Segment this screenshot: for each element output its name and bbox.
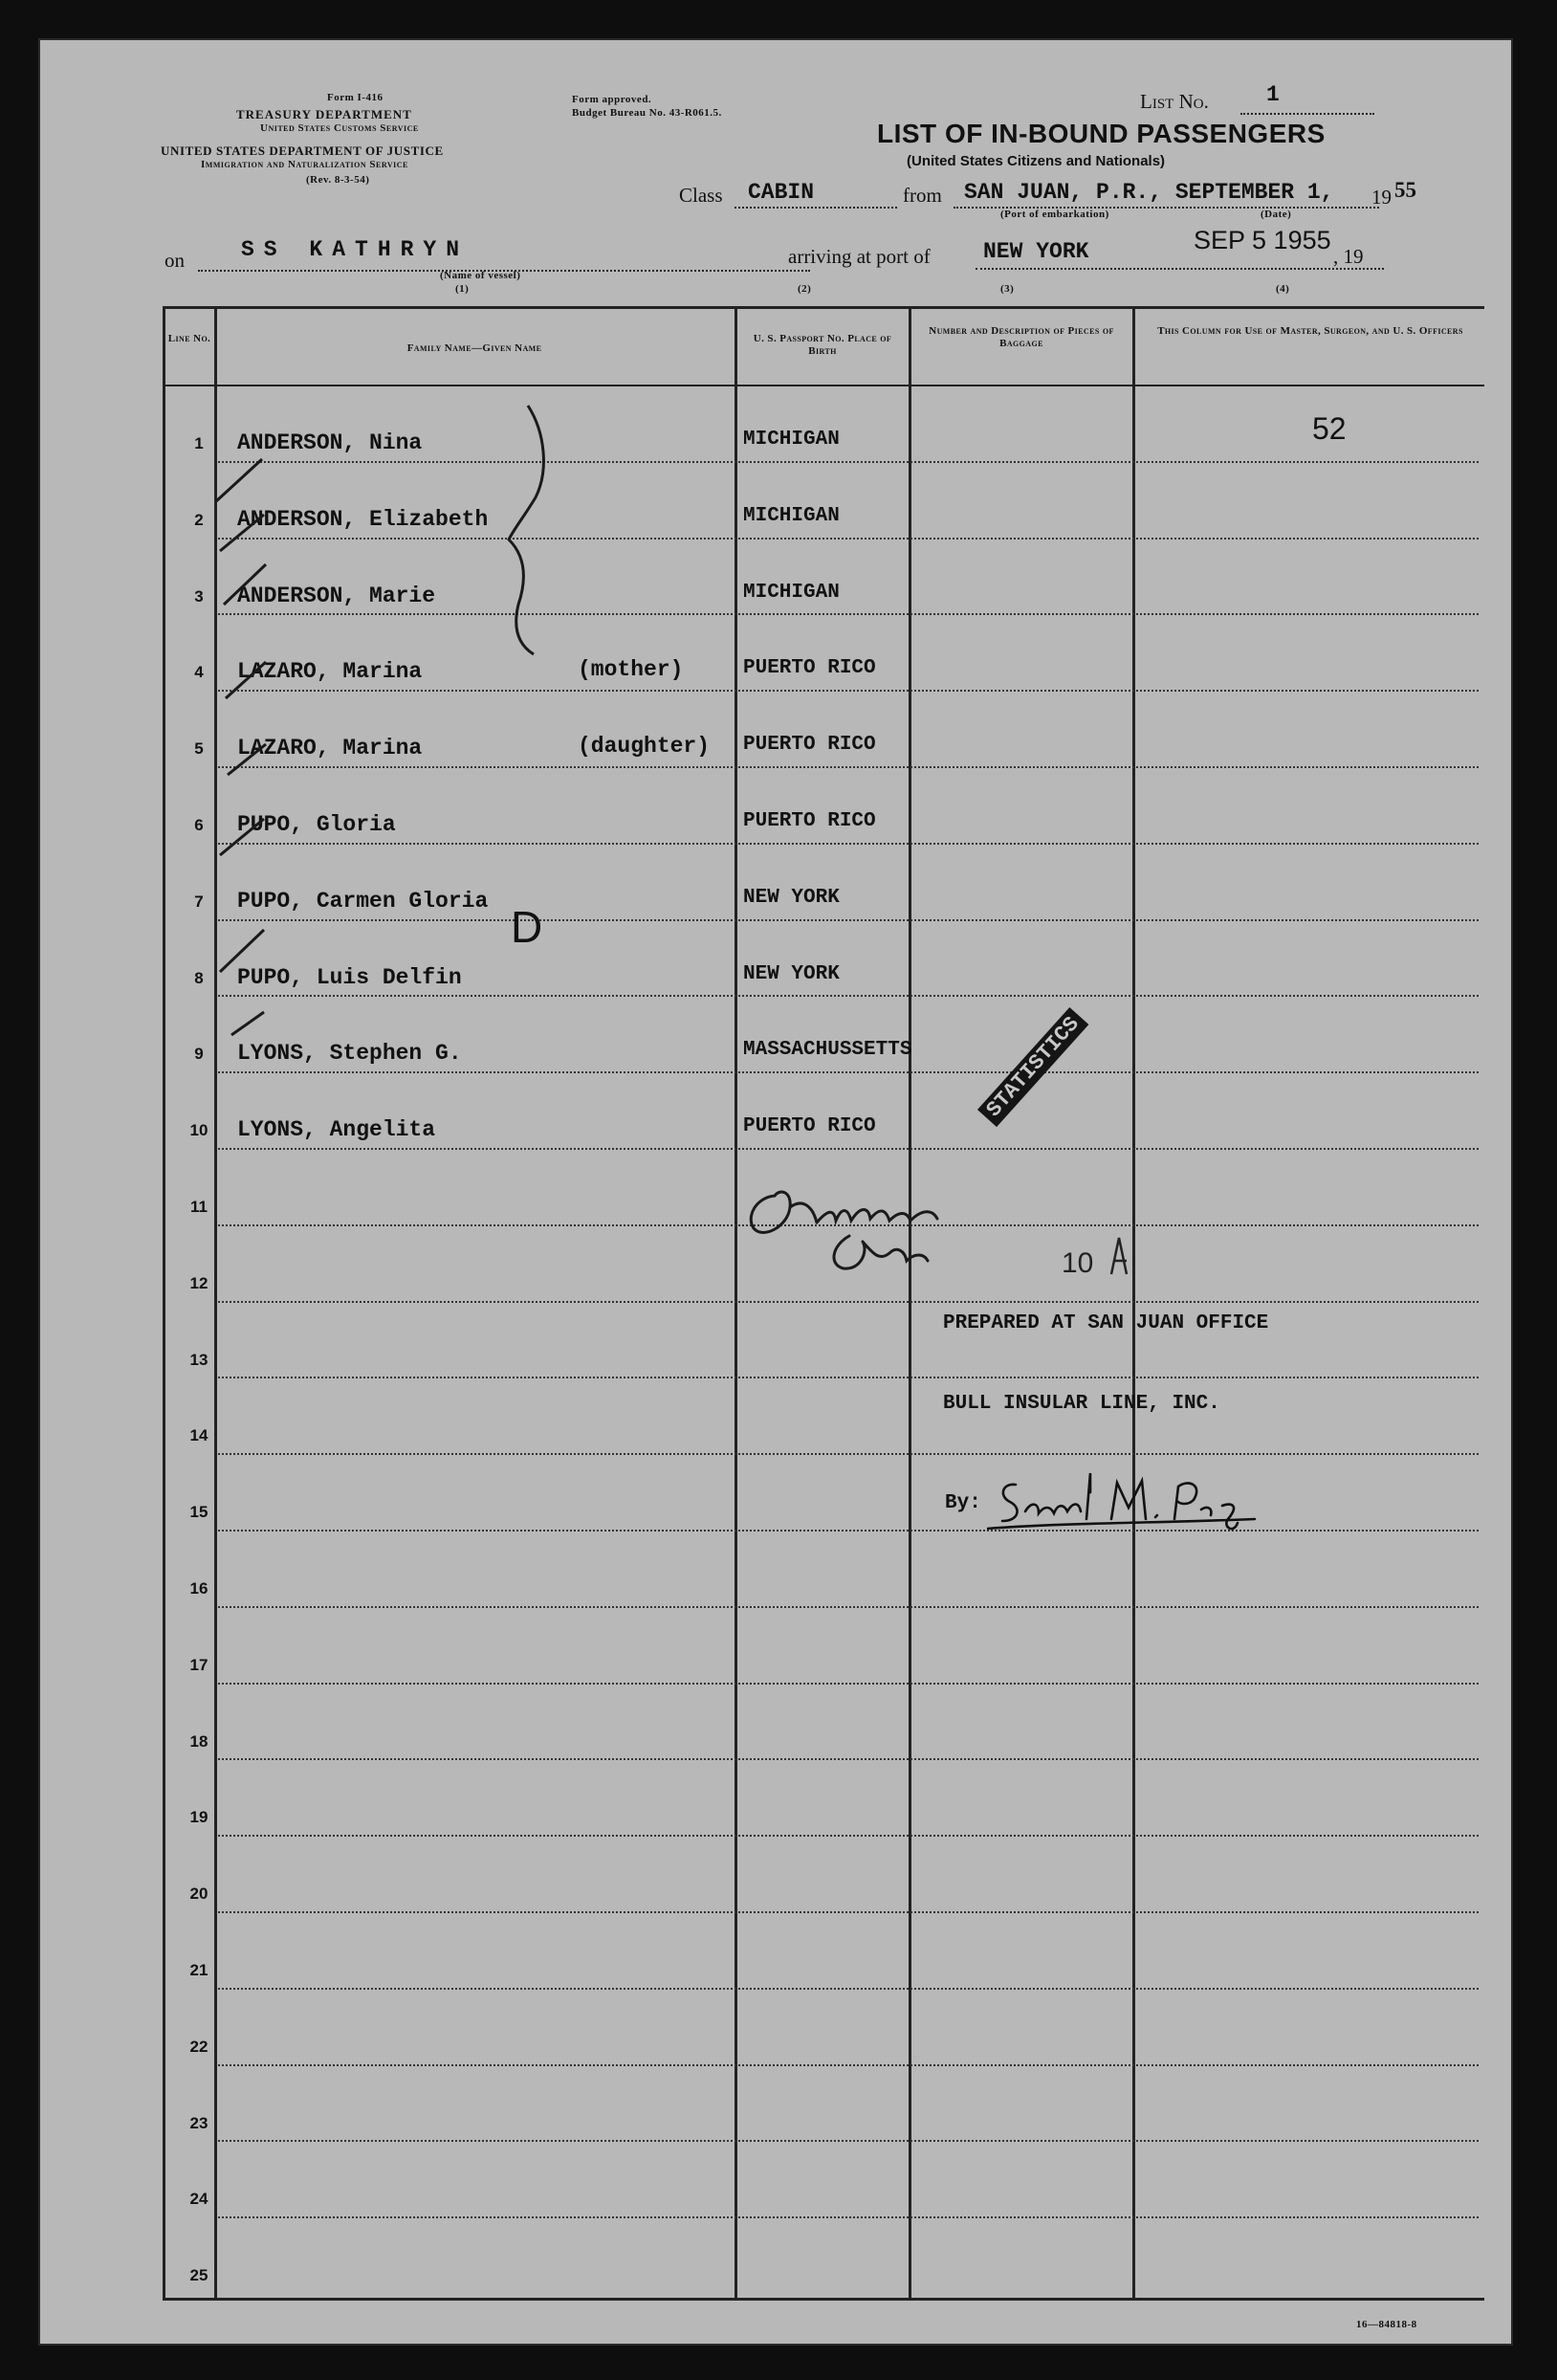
list-no-line [1240, 113, 1374, 115]
hand-count-mark [1102, 1226, 1140, 1284]
table-bottom-border [163, 2298, 1484, 2301]
line-number: 6 [194, 816, 204, 834]
form-number: Form I-416 [327, 92, 384, 103]
row-divider [218, 2064, 1479, 2066]
arriving-label: arriving at port of [788, 245, 931, 268]
from-label: from [903, 184, 942, 207]
line-number: 1 [194, 434, 204, 452]
line-number: 4 [194, 663, 204, 682]
arrival-date-stamp: SEP 5 1955 [1194, 226, 1331, 254]
col-divider [1132, 306, 1135, 2301]
table-left-border [163, 306, 165, 2301]
arrival-line [976, 268, 1384, 270]
date-caption: (Date) [1261, 209, 1292, 220]
class-line [735, 207, 897, 209]
hand-count: 10 [1062, 1247, 1094, 1279]
place-of-birth: PUERTO RICO [743, 734, 876, 757]
ins-service: Immigration and Naturalization Service [201, 159, 408, 170]
header-officer-use: This Column for Use of Master, Surgeon, and U. S. Officers [1157, 325, 1463, 337]
place-of-birth: PUERTO RICO [743, 1115, 876, 1138]
vessel-caption: (Name of vessel) [440, 270, 521, 281]
header-baggage: Number and Description of Pieces of Baggage [929, 325, 1114, 349]
officer-note: 52 [1312, 411, 1347, 446]
row-divider [218, 995, 1479, 997]
place-of-birth: NEW YORK [743, 962, 840, 985]
passenger-relation: (daughter) [578, 734, 711, 760]
row-divider [218, 1606, 1479, 1608]
row-divider [218, 1377, 1479, 1378]
caption-3: (3) [1000, 283, 1015, 295]
statistics-stamp: STATISTICS [977, 1007, 1088, 1127]
line-number: 14 [189, 1426, 208, 1445]
passenger-name: PUPO, Luis Delfin [237, 964, 462, 990]
passenger-name: LYONS, Stephen G. [237, 1041, 462, 1067]
passenger-name: PUPO, Gloria [237, 812, 396, 837]
arrival-port: NEW YORK [983, 239, 1089, 264]
line-number: 10 [189, 1121, 208, 1140]
place-of-birth: PUERTO RICO [743, 657, 876, 680]
form-approved: Form approved. [572, 94, 652, 105]
line-number: 24 [189, 2190, 208, 2209]
line-number: 5 [194, 739, 204, 759]
line-number: 23 [189, 2113, 208, 2132]
by-label: By: [945, 1492, 981, 1514]
line-number: 12 [189, 1273, 208, 1292]
passenger-name: ANDERSON, Marie [237, 583, 436, 608]
row-divider [218, 919, 1479, 921]
passenger-name: ANDERSON, Elizabeth [237, 506, 489, 532]
line-number: 7 [194, 892, 204, 911]
year-value: 55 [1394, 178, 1416, 202]
row-divider [218, 690, 1479, 692]
place-of-birth: MASSACHUSSETTS [743, 1039, 912, 1062]
row-divider [218, 1835, 1479, 1837]
embarkation-port-date: SAN JUAN, P.R., SEPTEMBER 1, [964, 180, 1334, 205]
checkmark-icon [174, 442, 279, 1399]
line-number: 3 [194, 586, 204, 606]
line-number: 25 [189, 2266, 208, 2285]
customs-service: United States Customs Service [260, 122, 419, 134]
place-of-birth: MICHIGAN [743, 429, 840, 451]
row-divider [218, 538, 1479, 540]
caption-2: (2) [798, 283, 812, 295]
handwritten-d: D [511, 902, 543, 952]
line-number: 20 [189, 1884, 208, 1904]
line-number: 13 [189, 1350, 208, 1369]
row-divider [218, 843, 1479, 845]
line-number: 22 [189, 2037, 208, 2056]
place-of-birth: MICHIGAN [743, 504, 840, 527]
form-revision: (Rev. 8-3-54) [306, 174, 370, 186]
prepared-at: PREPARED AT SAN JUAN OFFICE [943, 1312, 1269, 1334]
justice-dept: UNITED STATES DEPARTMENT OF JUSTICE [161, 143, 444, 158]
passenger-name: ANDERSON, Nina [237, 430, 423, 455]
place-of-birth: NEW YORK [743, 886, 840, 909]
line-number: 21 [189, 1961, 208, 1979]
line-number: 11 [190, 1198, 208, 1216]
line-number: 16 [189, 1579, 208, 1598]
print-code: 16—84818-8 [1356, 2319, 1417, 2330]
line-number: 2 [194, 510, 204, 529]
line-number: 19 [189, 1808, 208, 1827]
table-top-border [163, 306, 1484, 309]
bracket-mark [490, 394, 576, 662]
list-no-value: 1 [1266, 82, 1280, 107]
arrival-year-suffix: , 19 [1333, 245, 1364, 268]
passenger-name: PUPO, Carmen Gloria [237, 888, 489, 914]
line-number: 9 [194, 1045, 204, 1064]
row-divider [218, 1071, 1479, 1073]
place-of-birth: PUERTO RICO [743, 810, 876, 832]
row-divider [218, 1148, 1479, 1150]
company-name: BULL INSULAR LINE, INC. [943, 1393, 1220, 1415]
passenger-name: LAZARO, Marina [237, 659, 423, 685]
header-name: Family Name—Given Name [406, 342, 542, 354]
table-header-border [163, 385, 1484, 386]
line-number: 8 [194, 968, 204, 987]
row-divider [218, 1453, 1479, 1455]
passenger-name: LYONS, Angelita [237, 1117, 436, 1143]
passenger-name: LAZARO, Marina [237, 736, 423, 761]
caption-1: (1) [455, 283, 470, 295]
passenger-relation: (mother) [578, 657, 684, 683]
on-label: on [164, 249, 185, 272]
year-prefix: 19 [1371, 186, 1392, 209]
line-number: 18 [189, 1731, 208, 1751]
line-number: 15 [189, 1503, 208, 1522]
row-divider [218, 1988, 1479, 1990]
row-divider [218, 2216, 1479, 2218]
form-subtitle: (United States Citizens and Nationals) [907, 153, 1166, 169]
row-divider [218, 2140, 1479, 2142]
row-divider [218, 1530, 1479, 1532]
signature [987, 1464, 1264, 1540]
row-divider [218, 1911, 1479, 1913]
place-of-birth: MICHIGAN [743, 581, 840, 604]
budget-bureau: Budget Bureau No. 43-R061.5. [572, 107, 722, 119]
vessel-name: SS KATHRYN [241, 237, 470, 262]
row-divider [218, 613, 1479, 615]
list-no-label: List No. [1140, 90, 1209, 113]
class-value: CABIN [748, 180, 815, 205]
class-label: Class [679, 184, 723, 207]
line-number: 17 [189, 1655, 208, 1674]
passenger-list-form [38, 38, 1513, 2346]
row-divider [218, 1683, 1479, 1685]
header-birthplace: U. S. Passport No. Place of Birth [753, 333, 892, 357]
caption-4: (4) [1276, 283, 1290, 295]
treasury-dept: TREASURY DEPARTMENT [236, 107, 412, 121]
row-divider [218, 766, 1479, 768]
form-title: LIST OF IN-BOUND PASSENGERS [877, 119, 1326, 148]
row-divider [218, 1758, 1479, 1760]
port-caption: (Port of embarkation) [1000, 209, 1109, 220]
header-line-no: Line No. [167, 333, 211, 344]
inspector-initials [736, 1169, 1100, 1332]
row-divider [218, 461, 1479, 463]
